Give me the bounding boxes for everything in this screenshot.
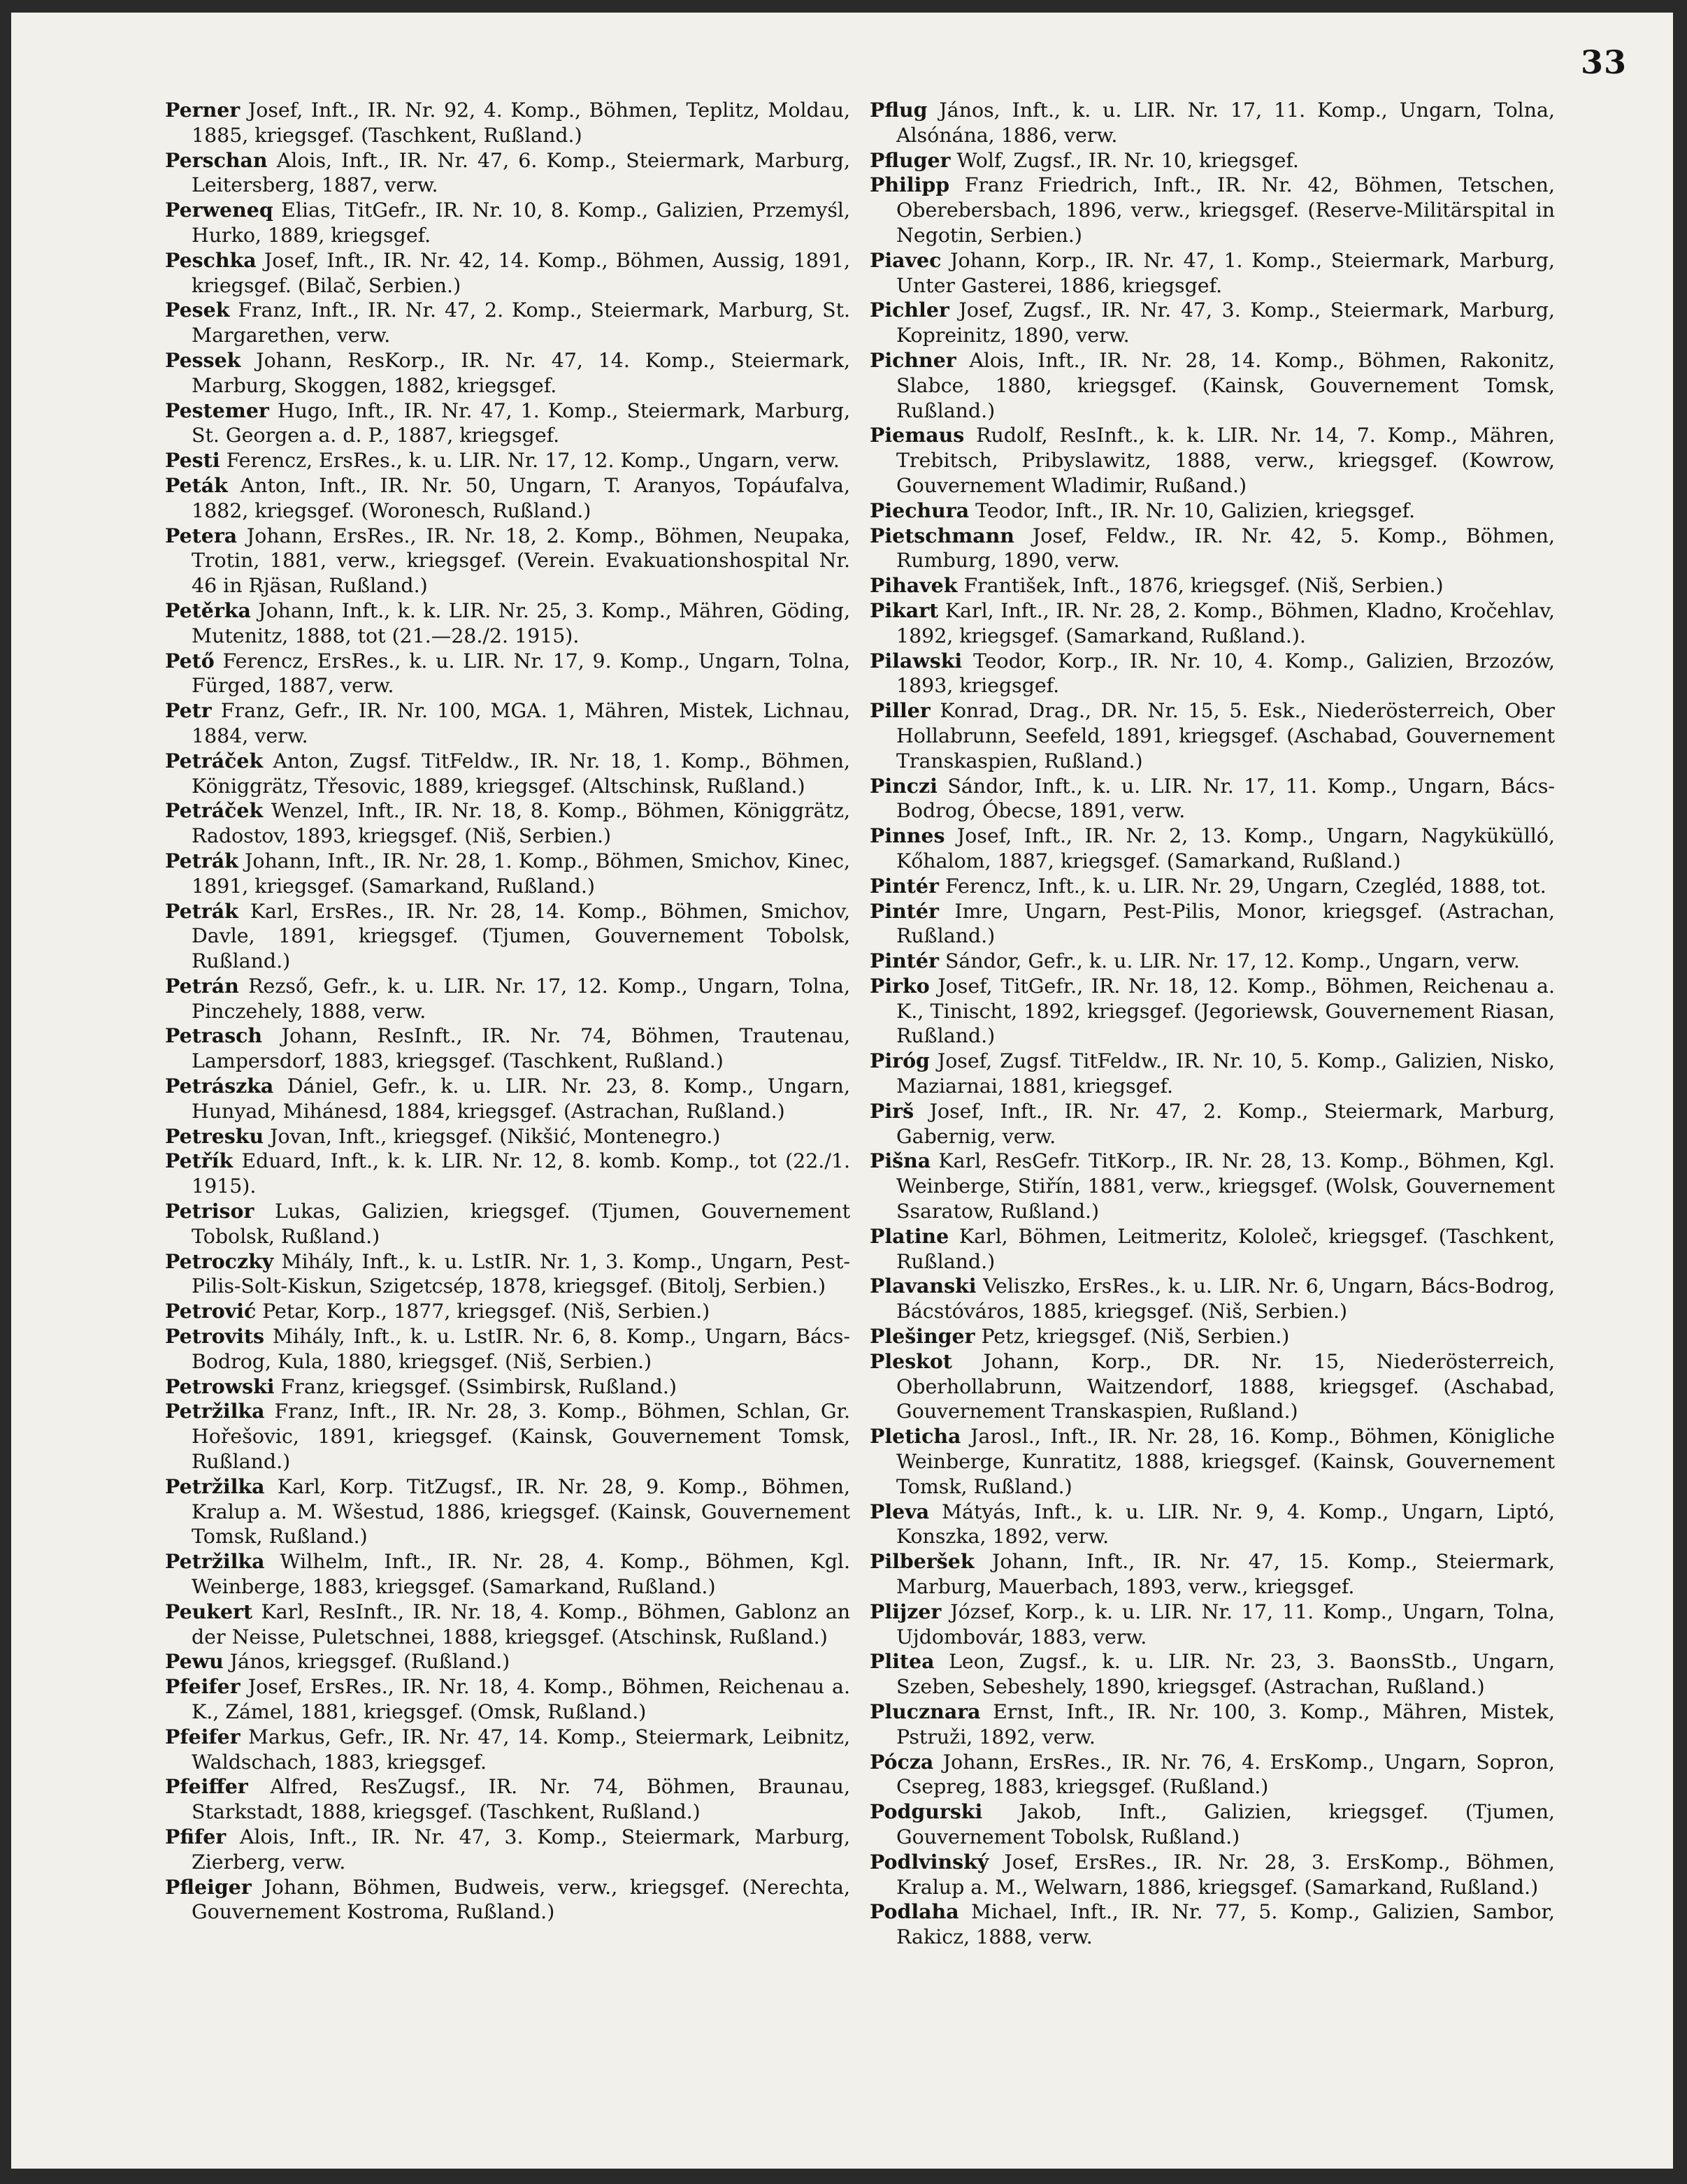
entry-details: Ernst, Inft., IR. Nr. 100, 3. Komp., Mähren, Mistek, Pstruži, 1892, verw. (896, 1700, 1555, 1748)
register-entry (165, 1023, 850, 1074)
left-column (165, 98, 850, 1925)
register-entry (165, 398, 850, 449)
register-entry (165, 1774, 850, 1825)
register-entry (870, 598, 1555, 649)
register-entry (870, 1850, 1555, 1900)
register-entry (165, 298, 850, 348)
register-entry (165, 1725, 850, 1775)
entry-details: Dániel, Gefr., k. u. LIR. Nr. 23, 8. Komp., Ungarn, Hunyad, Mihánesd, 1884, kriegsgef. (Astrachan, Rußland.) (192, 1075, 850, 1123)
entry-surname: Pestemer (165, 398, 269, 422)
entry-surname: Pfifer (165, 1824, 227, 1848)
register-entry (165, 598, 850, 649)
entry-details: Karl, Böhmen, Leitmeritz, Kololeč, kriegsgef. (Taschkent, Rußland.) (896, 1224, 1556, 1273)
entry-details: Ferencz, ErsRes., k. u. LIR. Nr. 17, 12. Komp., Ungarn, verw. (226, 449, 840, 473)
entry-details: Josef, ErsRes., IR. Nr. 18, 4. Komp., Böhmen, Reichenau a. K., Zámel, 1881, kriegsgef. (Omsk, Rußland.) (192, 1675, 850, 1723)
entry-surname: Piechura (870, 498, 970, 522)
entry-surname: Pleva (870, 1499, 930, 1523)
entry-surname: Petresku (165, 1123, 264, 1148)
entry-details: Sándor, Inft., k. u. LIR. Nr. 17, 11. Komp., Ungarn, Bács-Bodrog, Óbecse, 1891, verw. (896, 774, 1555, 823)
entry-surname: Pikart (870, 598, 939, 622)
entry-details: Jarosl., Inft., IR. Nr. 28, 16. Komp., Böhmen, Königliche Weinberge, Kunratitz, 1888, kriegsgef. (Kainsk, Gouvernement Tomsk, Rußland.) (896, 1425, 1555, 1498)
register-entry (165, 248, 850, 299)
entry-details: Karl, ResGefr. TitKorp., IR. Nr. 28, 13. Komp., Böhmen, Kgl. Weinberge, Stiřín, 1881, verw., kriegsgef. (Wolsk, Gouvernement Ssaratow, Rußland.) (896, 1149, 1556, 1223)
register-entry (870, 774, 1555, 824)
entry-details: Franz, Inft., IR. Nr. 28, 3. Komp., Böhmen, Schlan, Gr. Hořešovic, 1891, kriegsgef. (Kainsk, Gouvernement Tomsk, Rußland.) (192, 1400, 850, 1474)
entry-surname: Petroczky (165, 1249, 274, 1273)
register-entry (165, 1249, 850, 1300)
entry-details: Karl, ResInft., IR. Nr. 18, 4. Komp., Böhmen, Gablonz an der Neisse, Puletschnei, 1888, kriegsgef. (Atschinsk, Rußland.) (192, 1600, 850, 1648)
register-entry (870, 423, 1555, 498)
register-entry (165, 1399, 850, 1474)
entry-surname: Pleskot (870, 1349, 952, 1373)
entry-surname: Peukert (165, 1599, 253, 1623)
entry-surname: Pichner (870, 347, 956, 372)
entry-details: Johann, ErsRes., IR. Nr. 18, 2. Komp., Böhmen, Neupaka, Trotin, 1881, verw., kriegsgef. (Verein. Evakuationshospital Nr. 46 in Rjäsan, Rußland.) (192, 524, 850, 598)
entry-details: Karl, Inft., IR. Nr. 28, 2. Komp., Böhmen, Kladno, Kročehlav, 1892, kriegsgef. (Samarkand, Rußland.). (896, 598, 1556, 647)
register-entry (165, 649, 850, 699)
entry-details: Josef, Feldw., IR. Nr. 42, 5. Komp., Böhmen, Rumburg, 1890, verw. (896, 524, 1555, 573)
register-entry (165, 1649, 850, 1674)
entry-details: Alfred, ResZugsf., IR. Nr. 74, Böhmen, Braunau, Starkstadt, 1888, kriegsgef. (Taschkent, Rußland.) (192, 1775, 850, 1824)
register-entry (870, 649, 1555, 699)
entry-details: František, Inft., 1876, kriegsgef. (Niš, Serbien.) (963, 574, 1444, 598)
entry-details: Michael, Inft., IR. Nr. 77, 5. Komp., Galizien, Sambor, Rakicz, 1888, verw. (896, 1900, 1556, 1949)
entry-surname: Peschka (165, 247, 257, 272)
entry-surname: Plitea (870, 1649, 935, 1674)
entry-surname: Pfeifer (165, 1674, 241, 1699)
entry-surname: Petrászka (165, 1074, 274, 1098)
entry-details: Alois, Inft., IR. Nr. 28, 14. Komp., Böhmen, Rakonitz, Slabce, 1880, kriegsgef. (Kainsk, Gouvernement Tomsk, Rußland.) (896, 348, 1555, 422)
entry-surname: Petrović (165, 1299, 257, 1323)
entry-details: Karl, ErsRes., IR. Nr. 28, 14. Komp., Böhmen, Smichov, Davle, 1891, kriegsgef. (Tjumen, Gouvernement Tobolsk, Rußland.) (192, 899, 850, 973)
entry-details: Leon, Zugsf., k. u. LIR. Nr. 23, 3. BaonsStb., Ungarn, Szeben, Sebeshely, 1890, kriegsgef. (Astrachan, Rußland.) (896, 1650, 1555, 1699)
register-entry (870, 148, 1555, 173)
entry-details: Hugo, Inft., IR. Nr. 47, 1. Komp., Steiermark, Marburg, St. Georgen a. d. P., 1887, kriegsgef. (192, 398, 850, 447)
entry-surname: Pócza (870, 1749, 934, 1774)
register-entry (165, 1299, 850, 1324)
register-entry (870, 248, 1555, 299)
entry-details: Johann, Korp., IR. Nr. 47, 1. Komp., Steiermark, Marburg, Unter Gasterei, 1886, kriegsgef. (896, 248, 1555, 297)
register-entry (870, 1274, 1555, 1324)
register-entry (870, 824, 1555, 874)
register-entry (870, 1224, 1555, 1274)
entry-details: Eduard, Inft., k. k. LIR. Nr. 12, 8. komb. Komp., tot (22./1. 1915). (192, 1149, 850, 1198)
entry-details: Franz, Inft., IR. Nr. 47, 2. Komp., Steiermark, Marburg, St. Margarethen, verw. (192, 299, 850, 347)
entry-surname: Petrák (165, 898, 238, 923)
entry-surname: Petěrka (165, 598, 251, 622)
entry-details: Mihály, Inft., k. u. LstIR. Nr. 6, 8. Komp., Ungarn, Bács-Bodrog, Kula, 1880, kriegsgef. (Niš, Serbien.) (192, 1325, 850, 1373)
register-entry (165, 1374, 850, 1400)
register-entry (870, 1799, 1555, 1850)
register-entry (165, 524, 850, 598)
register-entry (870, 98, 1555, 148)
entry-surname: Pleticha (870, 1424, 961, 1449)
register-entry (165, 1149, 850, 1199)
register-entry (165, 148, 850, 199)
entry-surname: Petrovits (165, 1324, 265, 1349)
entry-surname: Pintér (870, 898, 939, 923)
entry-details: Petz, kriegsgef. (Niš, Serbien.) (981, 1325, 1290, 1349)
entry-surname: Pflug (870, 98, 928, 122)
register-entry (165, 1474, 850, 1549)
entry-details: Petar, Korp., 1877, kriegsgef. (Niš, Serbien.) (262, 1300, 710, 1323)
register-entry (870, 1500, 1555, 1550)
register-entry (870, 698, 1555, 773)
entry-surname: Petráček (165, 798, 264, 823)
entry-details: Josef, ErsRes., IR. Nr. 28, 3. ErsKomp., Böhmen, Kralup a. M., Welwarn, 1886, kriegsgef. (Samarkand, Rußland.) (896, 1850, 1555, 1899)
entry-surname: Pichler (870, 298, 949, 322)
register-entry (870, 1899, 1555, 1950)
entry-details: Johann, Inft., IR. Nr. 28, 1. Komp., Böhmen, Smichov, Kinec, 1891, kriegsgef. (Samarkand, Rußland.) (192, 849, 850, 898)
entry-details: Josef, TitGefr., IR. Nr. 18, 12. Komp., Böhmen, Reichenau a. K., Tinischt, 1892, kriegsgef. (Jegoriewsk, Gouvernement Riasan, Rußland.) (896, 974, 1555, 1048)
register-entry (165, 798, 850, 849)
entry-surname: Petrisor (165, 1199, 254, 1223)
register-entry (870, 1049, 1555, 1099)
entry-surname: Pilberšek (870, 1549, 975, 1574)
entry-details: József, Korp., k. u. LIR. Nr. 17, 11. Komp., Ungarn, Tolna, Ujdombovár, 1883, verw. (896, 1600, 1556, 1648)
entry-details: Rudolf, ResInft., k. k. LIR. Nr. 14, 7. Komp., Mähren, Trebitsch, Pribyslawitz, 1888, verw., kriegsgef. (Kowrow, Gouvernement Wladimir, Rußand.) (896, 424, 1556, 497)
register-entry (870, 1099, 1555, 1149)
register-entry (870, 524, 1555, 574)
register-entry (870, 1149, 1555, 1223)
entry-details: Johann, ErsRes., IR. Nr. 76, 4. ErsKomp., Ungarn, Sopron, Csepreg, 1883, kriegsgef. (Rußland.) (896, 1750, 1555, 1799)
register-entry (165, 749, 850, 799)
entry-details: Mátyás, Inft., k. u. LIR. Nr. 9, 4. Komp., Ungarn, Liptó, Konszka, 1892, verw. (896, 1500, 1556, 1549)
entry-surname: Perweneq (165, 198, 273, 222)
register-entry (870, 173, 1555, 247)
entry-details: Jakob, Inft., Galizien, kriegsgef. (Tjumen, Gouvernement Tobolsk, Rußland.) (896, 1800, 1556, 1848)
register-entry (165, 1124, 850, 1149)
entry-surname: Philipp (870, 173, 950, 197)
entry-surname: Pfluger (870, 148, 951, 172)
entry-details: Rezső, Gefr., k. u. LIR. Nr. 17, 12. Komp., Ungarn, Tolna, Pinczehely, 1888, verw. (192, 974, 850, 1023)
entry-surname: Pilawski (870, 648, 963, 673)
entry-surname: Petr (165, 698, 212, 723)
register-entry (870, 874, 1555, 899)
entry-surname: Petrasch (165, 1023, 263, 1048)
entry-surname: Perschan (165, 148, 268, 172)
register-entry (165, 974, 850, 1024)
entry-surname: Petráček (165, 748, 264, 773)
register-entry (870, 1424, 1555, 1499)
entry-surname: Pintér (870, 873, 939, 898)
entry-surname: Pfeiffer (165, 1774, 248, 1799)
entry-details: Josef, Zugsf. TitFeldw., IR. Nr. 10, 5. Komp., Galizien, Nisko, Maziarnai, 1881, kriegsgef. (896, 1049, 1555, 1098)
entry-surname: Pewu (165, 1649, 224, 1674)
register-entry (870, 1324, 1555, 1349)
entry-details: Karl, Korp. TitZugsf., IR. Nr. 28, 9. Komp., Böhmen, Kralup a. M. Wšestud, 1886, kriegsgef. (Kainsk, Gouvernement Tomsk, Rußland.) (192, 1474, 851, 1549)
entry-surname: Pető (165, 648, 215, 673)
entry-surname: Peták (165, 473, 228, 497)
entry-surname: Pišna (870, 1149, 931, 1173)
entry-surname: Plucznara (870, 1700, 981, 1723)
entry-details: Wenzel, Inft., IR. Nr. 18, 8. Komp., Böhmen, Königgrätz, Radostov, 1893, kriegsgef. (Niš, Serbien.) (192, 799, 850, 848)
register-entry (870, 1649, 1555, 1700)
register-entry (165, 348, 850, 398)
entry-surname: Petera (165, 523, 238, 547)
entry-details: Josef, Inft., IR. Nr. 92, 4. Komp., Böhmen, Teplitz, Moldau, 1885, kriegsgef. (Taschkent, Rußland.) (192, 99, 850, 147)
entry-details: Johann, ResInft., IR. Nr. 74, Böhmen, Trautenau, Lampersdorf, 1883, kriegsgef. (Taschkent, Rußland.) (192, 1024, 850, 1073)
entry-surname: Pinczi (870, 773, 938, 798)
entry-surname: Pesti (165, 448, 220, 473)
entry-surname: Petřík (165, 1149, 234, 1173)
register-entry (870, 298, 1555, 348)
entry-surname: Petržilka (165, 1474, 265, 1498)
entry-surname: Petržilka (165, 1399, 265, 1423)
register-entry (165, 1549, 850, 1600)
entry-details: Johann, ResKorp., IR. Nr. 47, 14. Komp., Steiermark, Marburg, Skoggen, 1882, kriegsgef. (192, 348, 850, 397)
entry-details: Veliszko, ErsRes., k. u. LIR. Nr. 6, Ungarn, Bács-Bodrog, Bácstóváros, 1885, kriegsgef. (Niš, Serbien.) (896, 1274, 1556, 1323)
entry-surname: Plavanski (870, 1274, 977, 1298)
entry-details: Josef, Inft., IR. Nr. 47, 2. Komp., Steiermark, Marburg, Gabernig, verw. (896, 1099, 1555, 1148)
register-entry (165, 448, 850, 473)
register-entry (165, 1199, 850, 1249)
entry-surname: Piavec (870, 247, 942, 272)
register-entry (165, 1600, 850, 1650)
register-entry (870, 1349, 1555, 1424)
entry-surname: Pihavek (870, 573, 958, 598)
entry-surname: Pfeifer (165, 1724, 241, 1748)
entry-details: Wilhelm, Inft., IR. Nr. 28, 4. Komp., Böhmen, Kgl. Weinberge, 1883, kriegsgef. (Samarkand, Rußland.) (192, 1550, 851, 1599)
entry-details: Josef, Inft., IR. Nr. 2, 13. Komp., Ungarn, Nagykükülló, Kőhalom, 1887, kriegsgef. (Samarkand, Rußland.) (896, 824, 1556, 872)
entry-details: Josef, Zugsf., IR. Nr. 47, 3. Komp., Steiermark, Marburg, Kopreinitz, 1890, verw. (896, 299, 1555, 347)
entry-surname: Petrák (165, 848, 238, 872)
register-entry (870, 1750, 1555, 1800)
entry-surname: Pirko (870, 973, 930, 998)
entry-details: Elias, TitGefr., IR. Nr. 10, 8. Komp., Galizien, Przemyśl, Hurko, 1889, kriegsgef. (192, 199, 850, 247)
register-entry (165, 1674, 850, 1725)
entry-surname: Pintér (870, 949, 939, 973)
entry-surname: Piróg (870, 1049, 930, 1073)
entry-details: Jovan, Inft., kriegsgef. (Nikšić, Montenegro.) (270, 1124, 721, 1148)
register-entry (165, 1324, 850, 1374)
entry-surname: Piller (870, 698, 931, 723)
register-entry (165, 849, 850, 899)
entry-surname: Platine (870, 1223, 949, 1248)
register-entry (165, 198, 850, 248)
entry-details: Johann, Böhmen, Budweis, verw., kriegsgef. (Nerechta, Gouvernement Kostroma, Rußland.) (192, 1875, 850, 1924)
page-number: 33 (1580, 43, 1627, 81)
entry-details: Alois, Inft., IR. Nr. 47, 3. Komp., Steiermark, Marburg, Zierberg, verw. (192, 1825, 850, 1874)
register-entry (870, 899, 1555, 949)
entry-details: János, Inft., k. u. LIR. Nr. 17, 11. Komp., Ungarn, Tolna, Alsónána, 1886, verw. (896, 99, 1555, 147)
entry-details: Franz, kriegsgef. (Ssimbirsk, Rußland.) (280, 1374, 677, 1398)
entry-details: Sándor, Gefr., k. u. LIR. Nr. 17, 12. Komp., Ungarn, verw. (945, 949, 1520, 973)
entry-details: Teodor, Korp., IR. Nr. 10, 4. Komp., Galizien, Brzozów, 1893, kriegsgef. (896, 649, 1555, 698)
entry-details: Mihály, Inft., k. u. LstIR. Nr. 1, 3. Komp., Ungarn, Pest-Pilis-Solt-Kiskun, Szigetcsép, 1878, kriegsgef. (Bitolj, Serbien.) (192, 1249, 850, 1298)
entry-details: János, kriegsgef. (Rußland.) (229, 1650, 510, 1674)
entry-surname: Petrowski (165, 1374, 275, 1398)
entry-surname: Pessek (165, 347, 241, 372)
register-entry (165, 698, 850, 749)
entry-surname: Pinnes (870, 824, 945, 848)
entry-surname: Petrán (165, 973, 239, 998)
register-entry (165, 1825, 850, 1875)
entry-details: Ferencz, ErsRes., k. u. LIR. Nr. 17, 9. Komp., Ungarn, Tolna, Fürged, 1887, verw. (192, 649, 850, 698)
entry-surname: Plešinger (870, 1324, 975, 1349)
entry-surname: Podlvinský (870, 1849, 989, 1874)
register-entry (165, 1074, 850, 1124)
entry-surname: Pirš (870, 1098, 914, 1123)
entry-details: Johann, Inft., k. k. LIR. Nr. 25, 3. Komp., Mähren, Göding, Mutenitz, 1888, tot (21.—28./2. 1915). (192, 598, 850, 647)
entry-details: Franz Friedrich, Inft., IR. Nr. 42, Böhmen, Tetschen, Oberebersbach, 1896, verw., kriegsgef. (Reserve-Militärspital in Negotin, Serbien.) (896, 173, 1555, 247)
entry-surname: Pietschmann (870, 523, 1014, 547)
entry-details: Markus, Gefr., IR. Nr. 47, 14. Komp., Steiermark, Leibnitz, Waldschach, 1883, kriegsgef. (192, 1725, 850, 1774)
register-entry (870, 348, 1555, 423)
entry-details: Ferencz, Inft., k. u. LIR. Nr. 29, Ungarn, Czegléd, 1888, tot. (945, 874, 1546, 898)
entry-surname: Piemaus (870, 423, 965, 447)
entry-details: Anton, Zugsf. TitFeldw., IR. Nr. 18, 1. Komp., Böhmen, Königgrätz, Třesovic, 1889, kriegsgef. (Altschinsk, Rußland.) (192, 749, 851, 798)
register-entry (165, 1875, 850, 1925)
entry-details: Imre, Ungarn, Pest-Pilis, Monor, kriegsgef. (Astrachan, Rußland.) (896, 899, 1556, 948)
entry-details: Alois, Inft., IR. Nr. 47, 6. Komp., Steiermark, Marburg, Leitersberg, 1887, verw. (192, 148, 850, 197)
entry-details: Wolf, Zugsf., IR. Nr. 10, kriegsgef. (956, 148, 1299, 172)
register-entry (165, 473, 850, 524)
register-entry (870, 1549, 1555, 1600)
register-entry (870, 949, 1555, 974)
entry-details: Teodor, Inft., IR. Nr. 10, Galizien, kriegsgef. (975, 498, 1416, 522)
register-entry (165, 98, 850, 148)
entry-surname: Pesek (165, 298, 230, 322)
entry-surname: Perner (165, 98, 241, 122)
entry-details: Josef, Inft., IR. Nr. 42, 14. Komp., Böhmen, Aussig, 1891, kriegsgef. (Bilač, Serbien.) (192, 248, 850, 297)
right-column (870, 98, 1555, 1950)
entry-details: Johann, Korp., DR. Nr. 15, Niederösterreich, Oberhollabrunn, Waitzendorf, 1888, kriegsgef. (Aschabad, Gouvernement Transkaspien, Rußland.) (896, 1349, 1555, 1423)
register-entry (165, 899, 850, 974)
entry-surname: Petržilka (165, 1549, 265, 1574)
register-entry (870, 498, 1555, 524)
entry-details: Anton, Inft., IR. Nr. 50, Ungarn, T. Aranyos, Topáufalva, 1882, kriegsgef. (Woronesch, Rußland.) (192, 473, 850, 522)
register-entry (870, 573, 1555, 598)
register-entry (870, 974, 1555, 1049)
entry-details: Johann, Inft., IR. Nr. 47, 15. Komp., Steiermark, Marburg, Mauerbach, 1893, verw., kriegsgef. (896, 1550, 1555, 1599)
entry-surname: Podgurski (870, 1799, 983, 1824)
entry-details: Lukas, Galizien, kriegsgef. (Tjumen, Gouvernement Tobolsk, Rußland.) (192, 1200, 851, 1248)
entry-surname: Podlaha (870, 1899, 959, 1924)
entry-surname: Pfleiger (165, 1874, 252, 1899)
entry-details: Konrad, Drag., DR. Nr. 15, 5. Esk., Niederösterreich, Ober Hollabrunn, Seefeld, 1891, kriegsgef. (Aschabad, Gouvernement Transkaspien, Rußland.) (896, 699, 1556, 773)
register-entry (870, 1700, 1555, 1750)
entry-details: Franz, Gefr., IR. Nr. 100, MGA. 1, Mähren, Mistek, Lichnau, 1884, verw. (192, 699, 850, 747)
register-entry (870, 1600, 1555, 1650)
entry-surname: Plijzer (870, 1599, 942, 1623)
